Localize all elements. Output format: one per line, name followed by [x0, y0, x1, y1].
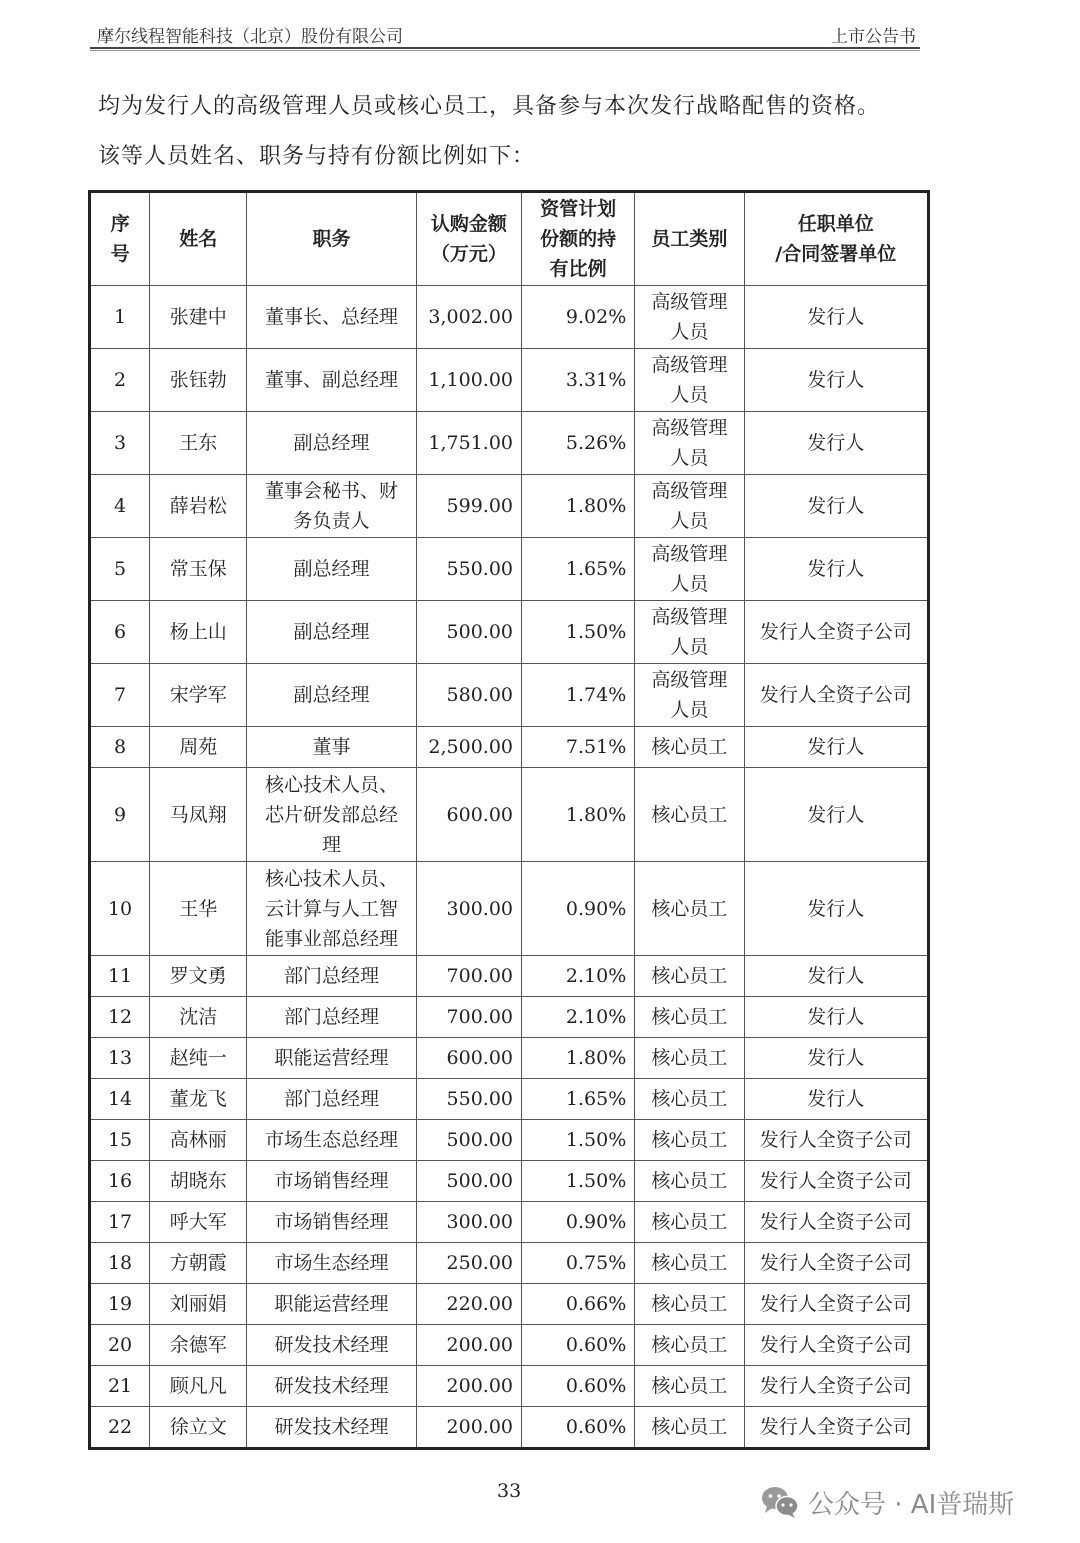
cell-category: 核心员工: [635, 956, 744, 997]
cell-name: 余德军: [150, 1325, 247, 1366]
cell-name: 董龙飞: [150, 1079, 247, 1120]
cell-ratio: 2.10%: [522, 997, 635, 1038]
cell-seq: 16: [90, 1161, 150, 1202]
cell-category: 高级管理人员: [635, 601, 744, 664]
cell-position: 职能运营经理: [247, 1038, 416, 1079]
cell-name: 高林丽: [150, 1120, 247, 1161]
header-position: 职务: [247, 192, 416, 286]
cell-amount: 700.00: [416, 997, 521, 1038]
table-row: [90, 1243, 929, 1284]
cell-unit: 发行人: [744, 538, 928, 601]
cell-ratio: 2.10%: [522, 956, 635, 997]
cell-seq: 9: [90, 768, 150, 862]
cell-category: 高级管理人员: [635, 349, 744, 412]
cell-name: 罗文勇: [150, 956, 247, 997]
cell-unit: 发行人全资子公司: [744, 1284, 928, 1325]
cell-amount: 550.00: [416, 538, 521, 601]
cell-seq: 7: [90, 664, 150, 727]
cell-unit: 发行人全资子公司: [744, 1407, 928, 1449]
cell-category: 核心员工: [635, 862, 744, 956]
company-name: 摩尔线程智能科技（北京）股份有限公司: [97, 27, 403, 47]
cell-position: 董事: [247, 727, 416, 768]
cell-position: 部门总经理: [247, 956, 416, 997]
cell-unit: 发行人全资子公司: [744, 1366, 928, 1407]
cell-seq: 1: [90, 286, 150, 349]
cell-category: 核心员工: [635, 1284, 744, 1325]
cell-amount: 500.00: [416, 601, 521, 664]
cell-amount: 600.00: [416, 1038, 521, 1079]
cell-seq: 18: [90, 1243, 150, 1284]
cell-position: 部门总经理: [247, 997, 416, 1038]
cell-position: 部门总经理: [247, 1079, 416, 1120]
cell-ratio: 1.80%: [522, 475, 635, 538]
cell-unit: 发行人: [744, 862, 928, 956]
cell-ratio: 0.90%: [522, 1202, 635, 1243]
cell-unit: 发行人: [744, 1038, 928, 1079]
cell-position: 市场生态总经理: [247, 1120, 416, 1161]
cell-unit: 发行人全资子公司: [744, 1120, 928, 1161]
header-ratio: 资管计划 份额的持 有比例: [522, 192, 635, 286]
cell-category: 核心员工: [635, 1366, 744, 1407]
page-number: 33: [497, 1480, 522, 1502]
cell-position: 董事会秘书、财务负责人: [247, 475, 416, 538]
cell-name: 王东: [150, 412, 247, 475]
cell-amount: 550.00: [416, 1079, 521, 1120]
cell-name: 赵纯一: [150, 1038, 247, 1079]
cell-seq: 17: [90, 1202, 150, 1243]
table-row: [90, 1407, 929, 1449]
cell-category: 核心员工: [635, 1120, 744, 1161]
cell-position: 职能运营经理: [247, 1284, 416, 1325]
cell-position: 副总经理: [247, 412, 416, 475]
table-row: [90, 1079, 929, 1120]
cell-seq: 11: [90, 956, 150, 997]
cell-ratio: 0.66%: [522, 1284, 635, 1325]
cell-position: 研发技术经理: [247, 1366, 416, 1407]
cell-unit: 发行人: [744, 1079, 928, 1120]
cell-position: 董事、副总经理: [247, 349, 416, 412]
cell-amount: 200.00: [416, 1366, 521, 1407]
cell-amount: 1,100.00: [416, 349, 521, 412]
cell-name: 张建中: [150, 286, 247, 349]
cell-seq: 15: [90, 1120, 150, 1161]
body-paragraph-2: 该等人员姓名、职务与持有份额比例如下：: [98, 144, 536, 169]
cell-seq: 21: [90, 1366, 150, 1407]
cell-name: 沈洁: [150, 997, 247, 1038]
cell-name: 周苑: [150, 727, 247, 768]
cell-seq: 4: [90, 475, 150, 538]
header-divider: [90, 47, 920, 49]
cell-name: 马凤翔: [150, 768, 247, 862]
cell-category: 高级管理人员: [635, 412, 744, 475]
table-row: [90, 1366, 929, 1407]
cell-position: 副总经理: [247, 538, 416, 601]
cell-seq: 10: [90, 862, 150, 956]
body-paragraph-1: 均为发行人的高级管理人员或核心员工，具备参与本次发行战略配售的资格。: [98, 94, 881, 119]
table-row: [90, 768, 929, 862]
cell-amount: 500.00: [416, 1120, 521, 1161]
cell-position: 研发技术经理: [247, 1407, 416, 1449]
cell-ratio: 3.31%: [522, 349, 635, 412]
cell-category: 高级管理人员: [635, 664, 744, 727]
cell-unit: 发行人: [744, 475, 928, 538]
cell-name: 徐立文: [150, 1407, 247, 1449]
cell-name: 方朝霞: [150, 1243, 247, 1284]
cell-seq: 20: [90, 1325, 150, 1366]
cell-unit: 发行人全资子公司: [744, 1161, 928, 1202]
cell-amount: 200.00: [416, 1325, 521, 1366]
cell-ratio: 1.50%: [522, 1120, 635, 1161]
cell-category: 核心员工: [635, 1325, 744, 1366]
cell-position: 核心技术人员、云计算与人工智能事业部总经理: [247, 862, 416, 956]
cell-category: 核心员工: [635, 1243, 744, 1284]
cell-unit: 发行人全资子公司: [744, 1202, 928, 1243]
cell-amount: 300.00: [416, 862, 521, 956]
participants-table: [88, 190, 930, 1450]
table-row: [90, 1161, 929, 1202]
cell-category: 核心员工: [635, 1079, 744, 1120]
cell-amount: 3,002.00: [416, 286, 521, 349]
cell-unit: 发行人全资子公司: [744, 1243, 928, 1284]
cell-category: 核心员工: [635, 727, 744, 768]
cell-ratio: 1.50%: [522, 601, 635, 664]
cell-amount: 250.00: [416, 1243, 521, 1284]
table-row: [90, 1325, 929, 1366]
cell-unit: 发行人: [744, 727, 928, 768]
table-row: [90, 664, 929, 727]
cell-ratio: 0.60%: [522, 1325, 635, 1366]
cell-category: 高级管理人员: [635, 286, 744, 349]
cell-ratio: 1.65%: [522, 1079, 635, 1120]
cell-category: 核心员工: [635, 1161, 744, 1202]
cell-amount: 200.00: [416, 1407, 521, 1449]
cell-name: 宋学军: [150, 664, 247, 727]
cell-seq: 5: [90, 538, 150, 601]
header-category: 员工类别: [635, 192, 744, 286]
cell-ratio: 0.75%: [522, 1243, 635, 1284]
cell-amount: 1,751.00: [416, 412, 521, 475]
cell-name: 常玉保: [150, 538, 247, 601]
cell-position: 市场销售经理: [247, 1161, 416, 1202]
cell-seq: 8: [90, 727, 150, 768]
cell-position: 副总经理: [247, 601, 416, 664]
cell-seq: 19: [90, 1284, 150, 1325]
cell-seq: 6: [90, 601, 150, 664]
table-row: [90, 286, 929, 349]
cell-ratio: 1.50%: [522, 1161, 635, 1202]
watermark-text: 公众号 · AI普瑞斯: [808, 1489, 1015, 1520]
cell-category: 高级管理人员: [635, 538, 744, 601]
cell-name: 胡晓东: [150, 1161, 247, 1202]
cell-amount: 300.00: [416, 1202, 521, 1243]
cell-seq: 14: [90, 1079, 150, 1120]
cell-name: 薛岩松: [150, 475, 247, 538]
cell-position: 核心技术人员、芯片研发部总经理: [247, 768, 416, 862]
cell-amount: 2,500.00: [416, 727, 521, 768]
cell-seq: 22: [90, 1407, 150, 1449]
cell-ratio: 1.80%: [522, 1038, 635, 1079]
watermark: [760, 1484, 1014, 1520]
cell-unit: 发行人: [744, 349, 928, 412]
cell-ratio: 0.60%: [522, 1366, 635, 1407]
cell-amount: 580.00: [416, 664, 521, 727]
table-row: [90, 727, 929, 768]
cell-unit: 发行人: [744, 956, 928, 997]
cell-ratio: 0.90%: [522, 862, 635, 956]
table-row: [90, 1120, 929, 1161]
cell-name: 杨上山: [150, 601, 247, 664]
cell-amount: 220.00: [416, 1284, 521, 1325]
cell-ratio: 5.26%: [522, 412, 635, 475]
cell-name: 张钰勃: [150, 349, 247, 412]
table-row: [90, 1202, 929, 1243]
table-body: [90, 286, 929, 1449]
cell-amount: 600.00: [416, 768, 521, 862]
cell-position: 董事长、总经理: [247, 286, 416, 349]
cell-name: 呼大军: [150, 1202, 247, 1243]
table-header-row: [90, 192, 929, 286]
cell-ratio: 9.02%: [522, 286, 635, 349]
cell-amount: 500.00: [416, 1161, 521, 1202]
cell-amount: 599.00: [416, 475, 521, 538]
cell-category: 核心员工: [635, 1202, 744, 1243]
cell-position: 副总经理: [247, 664, 416, 727]
cell-name: 王华: [150, 862, 247, 956]
header-name: 姓名: [150, 192, 247, 286]
cell-position: 市场销售经理: [247, 1202, 416, 1243]
table-row: [90, 956, 929, 997]
table-row: [90, 412, 929, 475]
table-row: [90, 997, 929, 1038]
page-header: [95, 22, 920, 46]
cell-category: 高级管理人员: [635, 475, 744, 538]
cell-position: 研发技术经理: [247, 1325, 416, 1366]
table-row: [90, 475, 929, 538]
cell-category: 核心员工: [635, 1038, 744, 1079]
cell-unit: 发行人全资子公司: [744, 664, 928, 727]
wechat-icon: [760, 1485, 800, 1519]
header-amount: 认购金额 （万元）: [416, 192, 521, 286]
cell-ratio: 1.80%: [522, 768, 635, 862]
cell-unit: 发行人全资子公司: [744, 1325, 928, 1366]
cell-unit: 发行人: [744, 997, 928, 1038]
cell-unit: 发行人: [744, 412, 928, 475]
cell-unit: 发行人: [744, 768, 928, 862]
cell-seq: 13: [90, 1038, 150, 1079]
table-row: [90, 349, 929, 412]
cell-unit: 发行人全资子公司: [744, 601, 928, 664]
document-type: 上市公告书: [831, 27, 916, 47]
header-divider-thin: [90, 50, 920, 51]
cell-ratio: 1.65%: [522, 538, 635, 601]
cell-name: 顾凡凡: [150, 1366, 247, 1407]
cell-position: 市场生态经理: [247, 1243, 416, 1284]
cell-seq: 2: [90, 349, 150, 412]
cell-category: 核心员工: [635, 997, 744, 1038]
cell-amount: 700.00: [416, 956, 521, 997]
cell-seq: 3: [90, 412, 150, 475]
table-row: [90, 1038, 929, 1079]
cell-ratio: 0.60%: [522, 1407, 635, 1449]
table-row: [90, 1284, 929, 1325]
header-unit: 任职单位 /合同签署单位: [744, 192, 928, 286]
cell-ratio: 1.74%: [522, 664, 635, 727]
cell-unit: 发行人: [744, 286, 928, 349]
table-row: [90, 601, 929, 664]
cell-name: 刘丽娟: [150, 1284, 247, 1325]
cell-category: 核心员工: [635, 1407, 744, 1449]
cell-category: 核心员工: [635, 768, 744, 862]
table-row: [90, 862, 929, 956]
cell-ratio: 7.51%: [522, 727, 635, 768]
table-row: [90, 538, 929, 601]
cell-seq: 12: [90, 997, 150, 1038]
header-seq: 序 号: [90, 192, 150, 286]
